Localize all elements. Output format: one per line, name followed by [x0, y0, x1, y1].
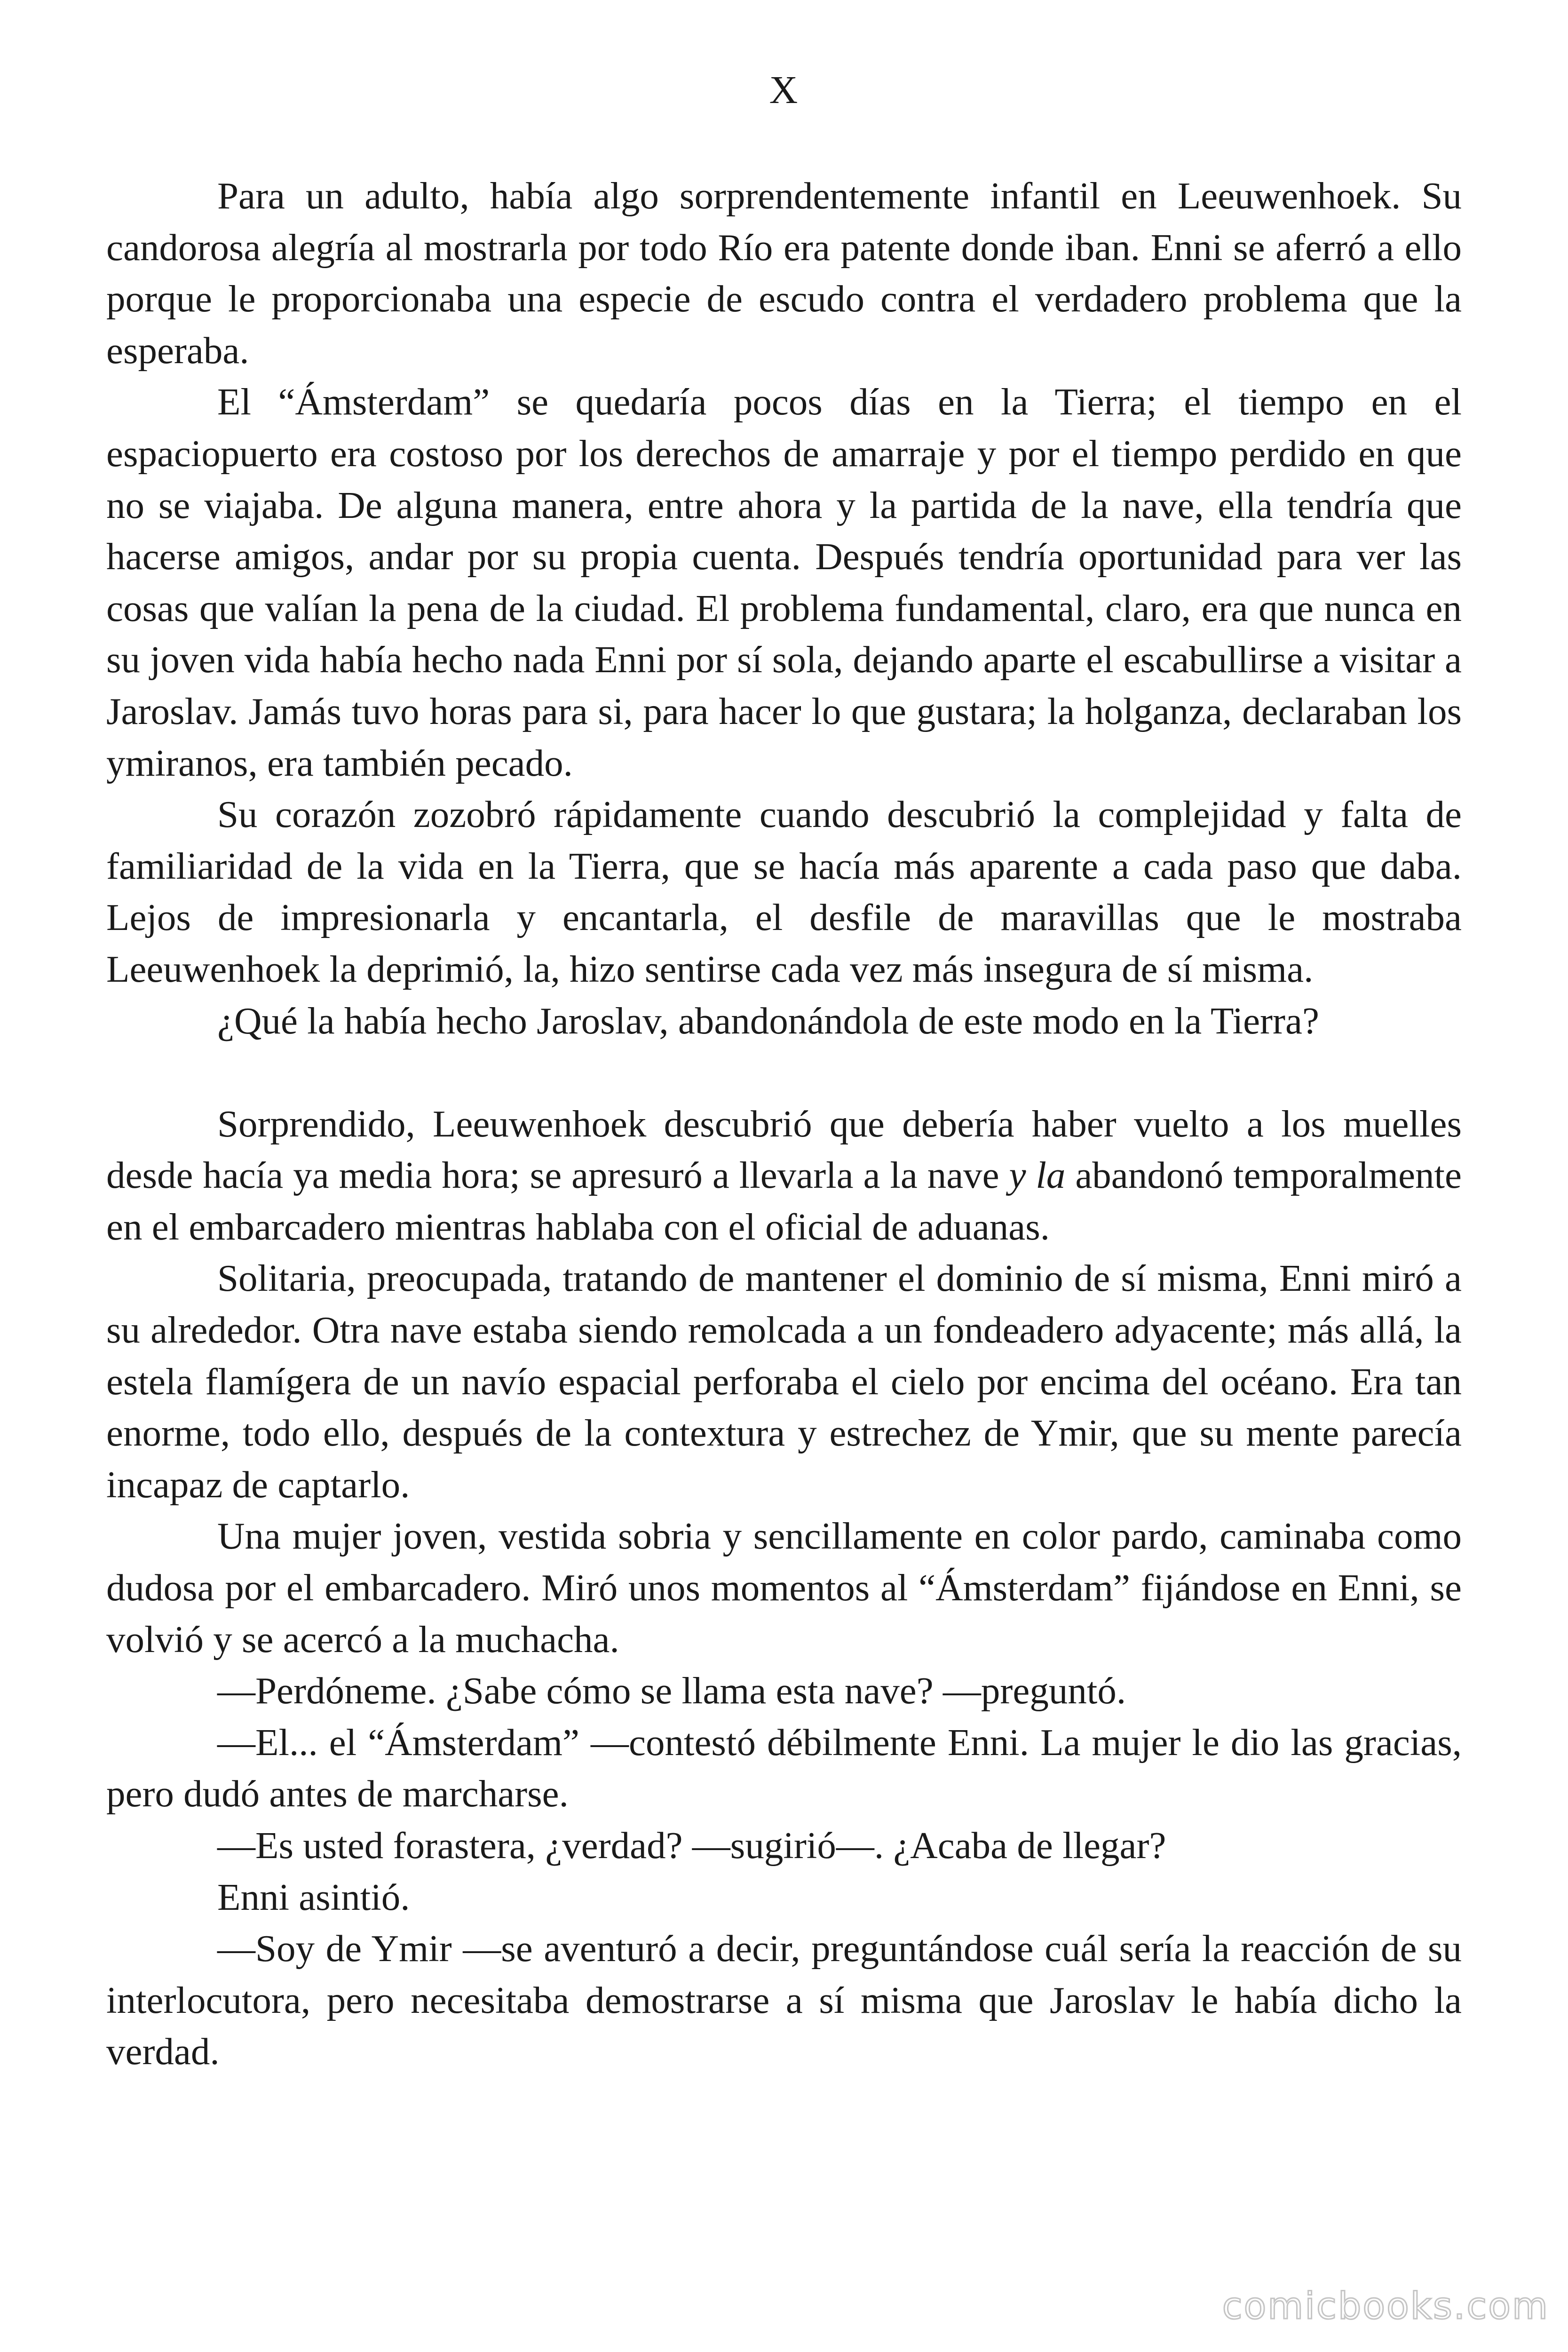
paragraph — [106, 1098, 1462, 1253]
paragraph-text: —Perdóneme. ¿Sabe cómo se llama esta nave? —preguntó. — [217, 1669, 1126, 1712]
paragraph-text-continued: abandonó temporalmente en el embarcadero mientras hablaba con el oficial de aduanas. — [106, 1154, 1462, 1248]
paragraph — [106, 1510, 1462, 1665]
paragraph-text: ¿Qué la había hecho Jaroslav, abandonándola de este modo en la Tierra? — [217, 999, 1319, 1042]
dialogue-line — [106, 1820, 1462, 1872]
paragraph-text: Enni asintió. — [217, 1875, 410, 1918]
paragraph — [106, 1872, 1462, 1923]
italic-text: y la — [1009, 1154, 1066, 1197]
paragraph — [106, 1253, 1462, 1510]
paragraph-text: —El... el “Ámsterdam” —contestó débilmente Enni. La mujer le dio las gracias, pero dudó antes de marcharse. — [106, 1721, 1462, 1815]
paragraph-text: El “Ámsterdam” se quedaría pocos días en la Tierra; el tiempo en el espaciopuerto era costoso por los derechos de amarraje y por el tiempo perdido en que no se viajaba. De alguna manera, entre ahora y la partida de la nave, ella tendría que hacerse amigos, andar por su propia cuenta. Después tendría oportunidad para ver las cosas que valían la pena de la ciudad. El problema fundamental, claro, era que nunca en su joven vida había hecho nada Enni por sí sola, dejando aparte el escabullirse a visitar a Jaroslav. Jamás tuvo horas para si, para hacer lo que gustara; la holganza, declaraban los ymiranos, era también pecado. — [106, 381, 1462, 784]
paragraph — [106, 170, 1462, 376]
paragraph-text: —Es usted forastera, ¿verdad? —sugirió—. ¿Acaba de llegar? — [217, 1824, 1166, 1867]
paragraph — [106, 789, 1462, 995]
watermark: comicbooks.com — [1222, 2285, 1549, 2328]
dialogue-line — [106, 1717, 1462, 1820]
dialogue-line — [106, 1923, 1462, 2078]
paragraph-text: Su corazón zozobró rápidamente cuando descubrió la complejidad y falta de familiaridad de la vida en la Tierra, que se hacía más aparente a cada paso que daba. Lejos de impresionarla y encantarla, el desfile de maravillas que le mostraba Leeuwenhoek la deprimió, la, hizo sentirse cada vez más insegura de sí misma. — [106, 793, 1462, 990]
paragraph-text: Solitaria, preocupada, tratando de mantener el dominio de sí misma, Enni miró a su alrededor. Otra nave estaba siendo remolcada a un fondeadero adyacente; más allá, la estela flamígera de un navío espacial perforaba el cielo por encima del océano. Era tan enorme, todo ello, después de la contextura y estrechez de Ymir, que su mente parecía incapaz de captarlo. — [106, 1257, 1462, 1506]
paragraph-text: Sorprendido, Leeuwenhoek descubrió que debería haber vuelto a los muelles desde hacía ya media hora; se apresuró a llevarla a la nave — [106, 1102, 1462, 1197]
paragraph — [106, 995, 1462, 1047]
paragraph-text: Una mujer joven, vestida sobria y sencillamente en color pardo, caminaba como dudosa por el embarcadero. Miró unos momentos al “Ámsterdam” fijándose en Enni, se volvió y se acercó a la muchacha. — [106, 1515, 1462, 1661]
dialogue-line — [106, 1665, 1462, 1717]
chapter-number: X — [769, 68, 799, 112]
paragraph-text: —Soy de Ymir —se aventuró a decir, preguntándose cuál sería la reacción de su interlocutora, pero necesitaba demostrarse a sí misma que Jaroslav le había dicho la verdad. — [106, 1927, 1462, 2073]
body-text — [106, 170, 1462, 2078]
paragraph — [106, 376, 1462, 789]
paragraph-text: Para un adulto, había algo sorprendentemente infantil en Leeuwenhoek. Su candorosa alegría al mostrarla por todo Río era patente donde iban. Enni se aferró a ello porque le proporcionaba una especie de escudo contra el verdadero problema que la esperaba. — [106, 175, 1462, 372]
